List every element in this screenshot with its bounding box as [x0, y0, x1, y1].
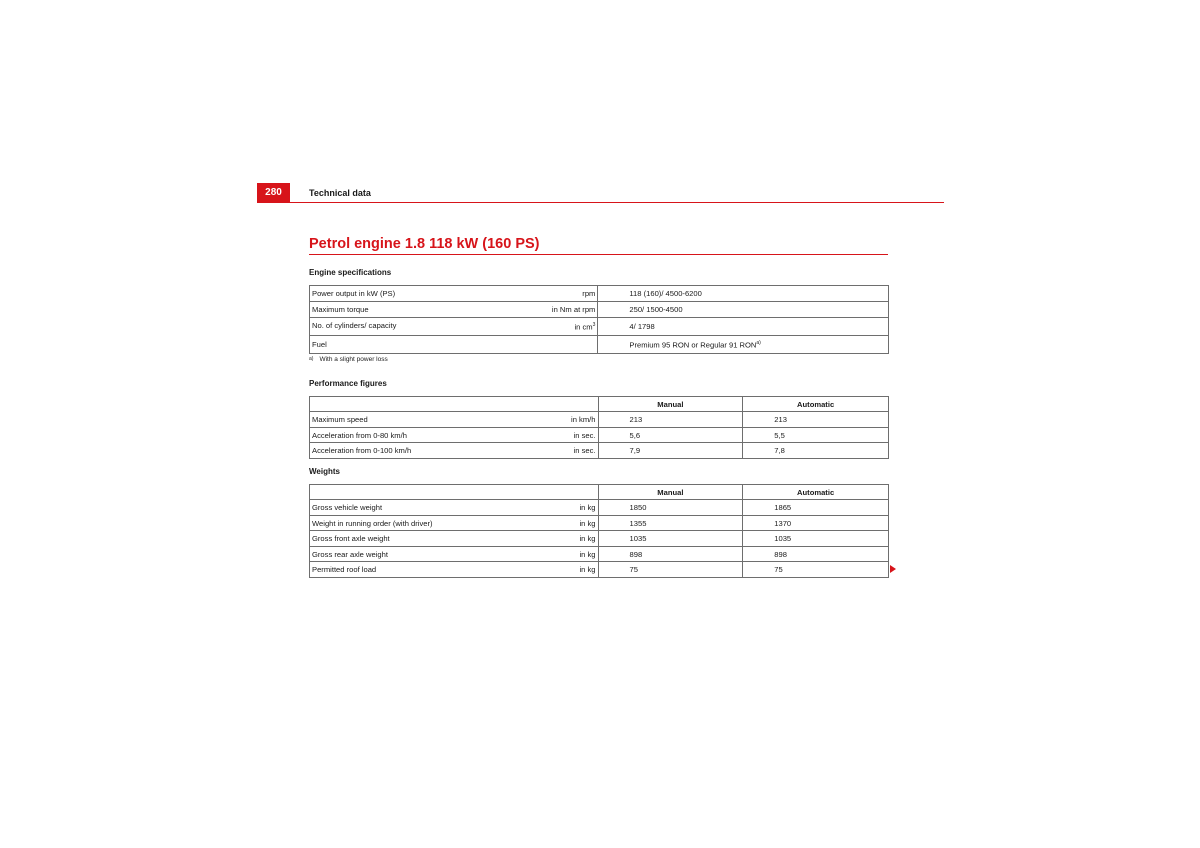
row-label: Maximum speed: [312, 415, 368, 424]
column-header-manual: Manual: [598, 485, 743, 500]
row-label: Gross rear axle weight: [312, 549, 388, 559]
automatic-value: 1865: [743, 500, 889, 516]
automatic-value: 1035: [743, 531, 889, 547]
footnote-marker: a): [309, 356, 314, 362]
row-value-cell: [598, 336, 889, 354]
spec-cell: [310, 428, 599, 443]
spec-cell: [310, 443, 599, 459]
automatic-value: 213: [743, 412, 889, 428]
spec-cell: [310, 412, 599, 428]
footnote-text: With a slight power loss: [319, 356, 388, 363]
row-label: No. of cylinders/ capacity: [312, 321, 397, 331]
automatic-value: 1370: [743, 516, 889, 531]
table-row: [310, 516, 889, 531]
page-number: 280: [257, 183, 290, 202]
spec-cell: [310, 318, 598, 336]
weights-table: [309, 484, 889, 578]
table-row: [310, 443, 889, 459]
column-header-manual: Manual: [598, 397, 743, 412]
section-title: Technical data: [309, 188, 371, 198]
row-unit: rpm: [582, 289, 596, 298]
footnote-reference: a): [756, 340, 761, 347]
performance-figures-heading: Performance figures: [309, 379, 387, 388]
table-header-row: [310, 397, 889, 412]
manual-value: 898: [598, 547, 743, 562]
engine-specifications-table: [309, 285, 889, 354]
page-title: Petrol engine 1.8 118 kW (160 PS): [309, 234, 888, 255]
automatic-value: 7,8: [743, 443, 889, 459]
spec-cell: [310, 286, 598, 302]
manual-value: 5,6: [598, 428, 743, 443]
row-label: Weight in running order (with driver): [312, 518, 433, 528]
row-label: Acceleration from 0-100 km/h: [312, 446, 412, 455]
table-row: [310, 547, 889, 562]
table-row: [310, 336, 889, 354]
table-row: [310, 562, 889, 578]
unit-superscript: 3: [592, 322, 596, 329]
spec-cell: [310, 336, 598, 354]
engine-specifications-heading: Engine specifications: [309, 268, 392, 277]
weights-heading: Weights: [309, 467, 340, 476]
row-value: Premium 95 RON or Regular 91 RON: [629, 340, 757, 350]
table-row: [310, 318, 889, 336]
spec-cell: [310, 547, 599, 562]
row-unit: in sec.: [573, 430, 596, 440]
automatic-value: 75: [743, 562, 889, 578]
page-header: [257, 183, 944, 203]
manual-value: 75: [598, 562, 743, 578]
footnote: [309, 356, 388, 363]
row-unit: in cm: [574, 322, 593, 332]
spec-cell: [310, 516, 599, 531]
table-row: [310, 286, 889, 302]
column-header-automatic: Automatic: [743, 397, 889, 412]
spec-cell: [310, 531, 599, 547]
row-label: Acceleration from 0-80 km/h: [312, 430, 407, 440]
manual-value: 1850: [598, 500, 743, 516]
manual-value: 213: [598, 412, 743, 428]
row-value: 118 (160)/ 4500-6200: [598, 286, 889, 302]
row-label: Gross front axle weight: [312, 534, 390, 543]
performance-figures-table: [309, 396, 889, 459]
row-unit: in kg: [579, 549, 596, 559]
row-value: 250/ 1500-4500: [598, 302, 889, 318]
spec-cell: [310, 302, 598, 318]
table-row: [310, 428, 889, 443]
manual-value: 1355: [598, 516, 743, 531]
row-label: Fuel: [312, 340, 327, 349]
row-unit: in sec.: [573, 446, 596, 455]
automatic-value: 5,5: [743, 428, 889, 443]
row-label: Maximum torque: [312, 305, 369, 314]
row-label: Power output in kW (PS): [312, 289, 396, 298]
row-unit: in kg: [579, 518, 596, 528]
row-unit: in Nm at rpm: [551, 305, 596, 314]
row-unit: in kg: [579, 534, 596, 543]
row-unit: in km/h: [571, 415, 596, 424]
empty-header-cell: [310, 397, 599, 412]
manual-value: 7,9: [598, 443, 743, 459]
next-page-arrow-icon: [890, 565, 896, 573]
manual-value: 1035: [598, 531, 743, 547]
table-row: [310, 412, 889, 428]
table-row: [310, 302, 889, 318]
table-row: [310, 500, 889, 516]
table-row: [310, 531, 889, 547]
row-value: 4/ 1798: [598, 318, 889, 336]
row-unit: in kg: [579, 565, 596, 574]
row-label: Permitted roof load: [312, 565, 377, 574]
empty-header-cell: [310, 485, 599, 500]
table-header-row: [310, 485, 889, 500]
column-header-automatic: Automatic: [743, 485, 889, 500]
spec-cell: [310, 500, 599, 516]
spec-cell: [310, 562, 599, 578]
row-unit-wrapper: [574, 319, 595, 334]
row-label: Gross vehicle weight: [312, 503, 383, 512]
row-unit: in kg: [579, 503, 596, 512]
automatic-value: 898: [743, 547, 889, 562]
